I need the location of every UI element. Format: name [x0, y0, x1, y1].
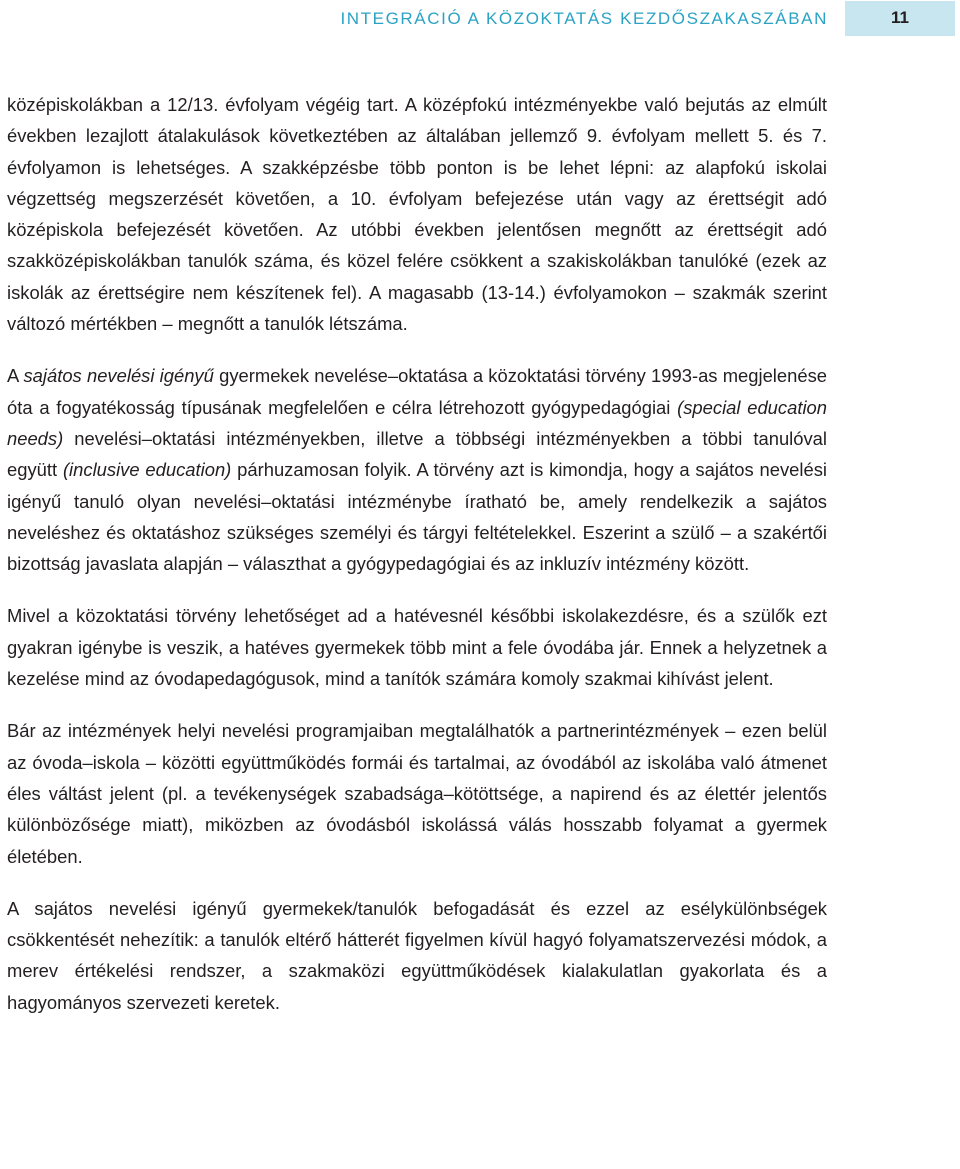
paragraph-school-start-age: Mivel a közoktatási törvény lehetőséget ad a hatévesnél későbbi iskolakezdésre, és a szülők ezt gyakran igénybe is veszik, a hatéves gyermekek több mint a fele óvodába jár. Ennek a helyzetnek a kezelése mind az óvodapedagógusok, mind a tanítók számára komoly szakmai kihívást jelent.: [7, 605, 827, 690]
text-run: gyermekek nevelése–oktatása a közoktatási törvény 1993-as megjelenése óta a fogyatékosság típusának megfelelően e célra létrehozott gyógypedagógiai: [7, 365, 827, 418]
page-number: 11: [891, 8, 909, 27]
emphasis-special-education-needs: (special education needs): [7, 396, 827, 449]
paragraph-special-needs-education: [7, 360, 827, 579]
paragraph-inclusion-barriers: A sajátos nevelési igényű gyermekek/tanulók befogadását és ezzel az esélykülönbségek csökkentését nehezítik: a tanulók eltérő hátterét figyelmen kívül hagyó folyamatszervezési módok, a merev értékelési rendszer, a szakmaközi együttműködések kialakulatlan gyakorlata és a hagyományos szervezeti keretek.: [7, 897, 827, 1013]
page-header: [0, 0, 960, 40]
paragraph-kindergarten-school-transition: Bár az intézmények helyi nevelési programjaiban megtalálhatók a partnerintézmények – ezen belül az óvoda–iskola – közötti együttműködés formái és tartalmai, az óvodából az iskolába való átmenet éles váltást jelent (pl. a tevékenységek szabadsága–kötöttsége, a napirend és az élettér jelentős különbözősége miatt), miközben az óvodásból iskolássá válás hosszabb folyamat a gyermek életében.: [7, 720, 827, 867]
text-run: nevelési–oktatási intézményekben, illetve a többségi intézményekben a többi tanulóval együtt: [7, 427, 827, 481]
text-run: A: [7, 365, 24, 387]
page-number-box: [845, 1, 955, 36]
text-run: párhuzamosan folyik. A törvény azt is kimondja, hogy a sajátos nevelési igényű tanuló olyan nevelési–oktatási intézménybe íratható be, amely rendelkezik a sajátos neveléshez és oktatáshoz szükséges személyi és tárgyi feltételekkel. Eszerint a szülő – a szakértői bizottság javaslata alapján – választhat a gyógypedagógiai és az inkluzív intézmény között.: [7, 459, 827, 575]
emphasis-inclusive-education: (inclusive education): [62, 459, 232, 481]
page-body: [7, 89, 827, 1018]
running-head-title: INTEGRÁCIÓ A KÖZOKTATÁS KEZDŐSZAKASZÁBAN: [340, 9, 828, 28]
emphasis-special-needs: sajátos nevelési igényű: [23, 365, 214, 387]
paragraph-secondary-education: középiskolákban a 12/13. évfolyam végéig tart. A középfokú intézményekbe való bejutás az elmúlt években lezajlott átalakulások következtében az általában jellemző 9. évfolyam mellett 5. és 7. évfolyamon is lehetséges. A szakképzésbe több ponton is be lehet lépni: az alapfokú iskolai végzettség megszerzését követően, a 10. évfolyam befejezése után vagy az érettségit adó középiskola befejezését követően. Az utóbbi években jelentősen megnőtt az érettségit adó szakközépiskolákban tanulók száma, és közel felére csökkent a szakiskolákban tanulóké (ezek az iskolák az érettségire nem készítenek fel). A magasabb (13-14.) évfolyamokon – szakmák szerint változó mértékben – megnőtt a tanulók létszáma.: [7, 94, 827, 335]
